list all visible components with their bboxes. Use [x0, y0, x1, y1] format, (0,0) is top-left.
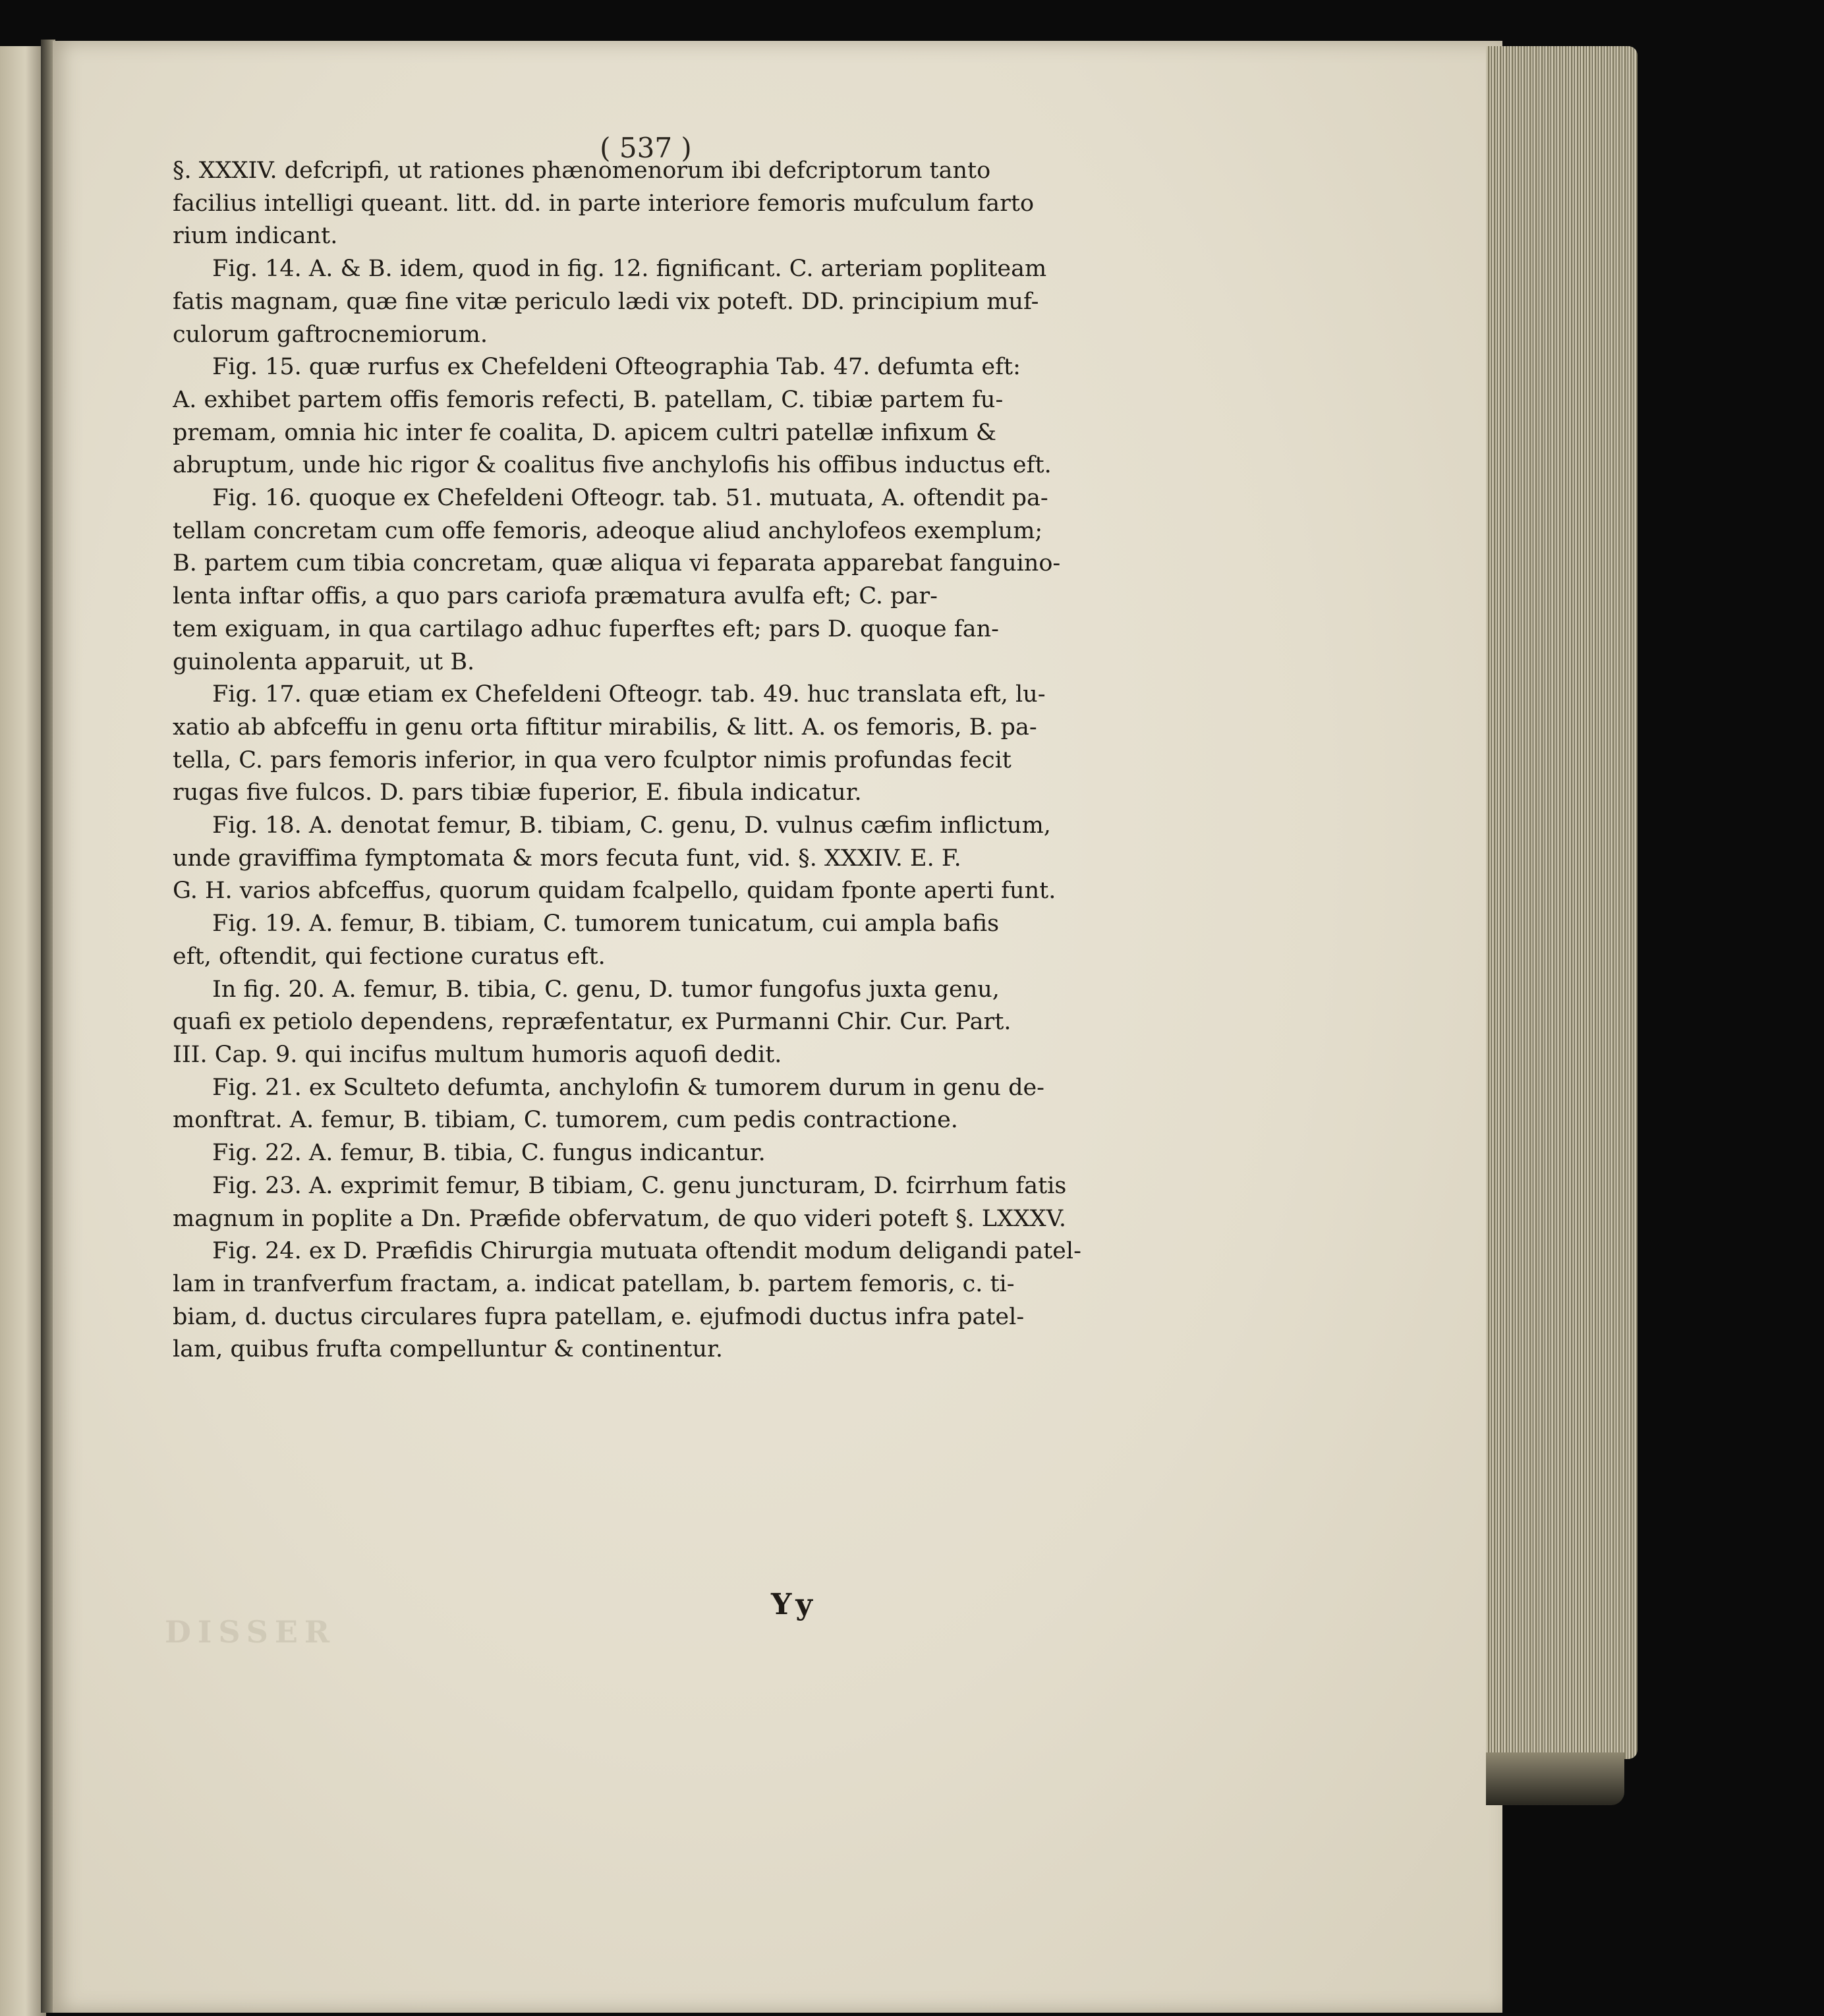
text-line: tella, C. pars femoris inferior, in qua vero fculptor nimis profundas fecit	[173, 746, 1012, 773]
text-line: Fig. 24. ex D. Præfidis Chirurgia mutuata oftendit modum deligandi patel-	[212, 1238, 1081, 1265]
text-line: Fig. 23. A. exprimit femur, B tibiam, C. genu juncturam, D. fcirrhum fatis	[212, 1172, 1067, 1199]
text-line: G. H. varios abfceffus, quorum quidam fcalpello, quidam fponte aperti funt.	[173, 878, 1056, 905]
text-line: abruptum, unde hic rigor & coalitus five anchylofis his offibus inductus eft.	[173, 452, 1052, 479]
text-line: lam in tranfverfum fractam, a. indicat patellam, b. partem femoris, c. ti-	[173, 1270, 1015, 1297]
left-page-edge	[0, 46, 46, 2016]
text-line: lenta inftar offis, a quo pars cariofa præmatura avulfa eft; C. par-	[173, 583, 938, 610]
body-text	[173, 125, 1128, 1366]
text-line: tellam concretam cum offe femoris, adeoque aliud anchylofeos exemplum;	[173, 517, 1043, 544]
bleed-through-text: DISSER	[165, 1614, 337, 1650]
text-line: rium indicant.	[173, 223, 338, 250]
text-line: B. partem cum tibia concretam, quæ aliqua vi feparata apparebat fanguino-	[173, 550, 1061, 577]
text-line: Fig. 18. A. denotat femur, B. tibiam, C. genu, D. vulnus cæfim inflictum,	[212, 812, 1051, 839]
text-line: Fig. 19. A. femur, B. tibiam, C. tumorem tunicatum, cui ampla bafis	[212, 910, 1000, 938]
page-number-header: ( 537 )	[600, 132, 692, 164]
text-line: quafi ex petiolo dependens, repræfentatur, ex Purmanni Chir. Cur. Part.	[173, 1009, 1012, 1036]
text-line: Fig. 21. ex Sculteto defumta, anchylofin & tumorem durum in genu de-	[212, 1074, 1045, 1101]
text-line: unde graviffima fymptomata & mors fecuta funt, vid. §. XXXIV. E. F.	[173, 845, 961, 872]
text-line: In fig. 20. A. femur, B. tibia, C. genu, D. tumor fungofus juxta genu,	[212, 976, 1000, 1003]
text-line: lam, quibus frufta compelluntur & continentur.	[173, 1336, 723, 1363]
text-line: eft, oftendit, qui fectione curatus eft.	[173, 943, 606, 970]
text-line: xatio ab abfceffu in genu orta fiftitur mirabilis, & litt. A. os femoris, B. pa-	[173, 714, 1037, 741]
text-line: culorum gaftrocnemiorum.	[173, 321, 488, 348]
text-line: guinolenta apparuit, ut B.	[173, 648, 475, 675]
catchword: Yy	[771, 1588, 816, 1621]
text-line: magnum in poplite a Dn. Præfide obfervatum, de quo videri poteft §. LXXXV.	[173, 1205, 1067, 1232]
text-line: tem exiguam, in qua cartilago adhuc fuperftes eft; pars D. quoque fan-	[173, 615, 999, 642]
text-line: III. Cap. 9. qui incifus multum humoris aquofi dedit.	[173, 1041, 782, 1068]
text-line: Fig. 15. quæ rurfus ex Chefeldeni Ofteographia Tab. 47. defumta eft:	[212, 354, 1021, 381]
text-line: premam, omnia hic inter fe coalita, D. apicem cultri patellæ infixum &	[173, 419, 996, 446]
page-edges	[1486, 46, 1638, 1759]
text-line: Fig. 17. quæ etiam ex Chefeldeni Ofteogr. tab. 49. huc translata eft, lu-	[212, 681, 1046, 708]
text-line: Fig. 14. A. & B. idem, quod in fig. 12. fignificant. C. arteriam popliteam	[212, 256, 1047, 283]
text-line: fatis magnam, quæ fine vitæ periculo lædi vix poteft. DD. principium muf-	[173, 288, 1039, 315]
text-line: §. XXXIV. defcripfi, ut rationes phænomenorum ibi defcriptorum tanto	[173, 157, 991, 184]
text-line: monftrat. A. femur, B. tibiam, C. tumorem, cum pedis contractione.	[173, 1107, 958, 1134]
text-line: facilius intelligi queant. litt. dd. in parte interiore femoris mufculum farto	[173, 190, 1035, 217]
text-line: rugas five fulcos. D. pars tibiæ fuperior, E. fibula indicatur.	[173, 779, 862, 806]
text-line: Fig. 22. A. femur, B. tibia, C. fungus indicantur.	[212, 1140, 766, 1167]
text-line: Fig. 16. quoque ex Chefeldeni Ofteogr. tab. 51. mutuata, A. oftendit pa-	[212, 485, 1048, 512]
page-edges-bottom	[1486, 1752, 1624, 1805]
text-line: A. exhibet partem offis femoris refecti, B. patellam, C. tibiæ partem fu-	[173, 386, 1004, 413]
text-line: biam, d. ductus circulares fupra patellam, e. ejufmodi ductus infra patel-	[173, 1303, 1025, 1330]
